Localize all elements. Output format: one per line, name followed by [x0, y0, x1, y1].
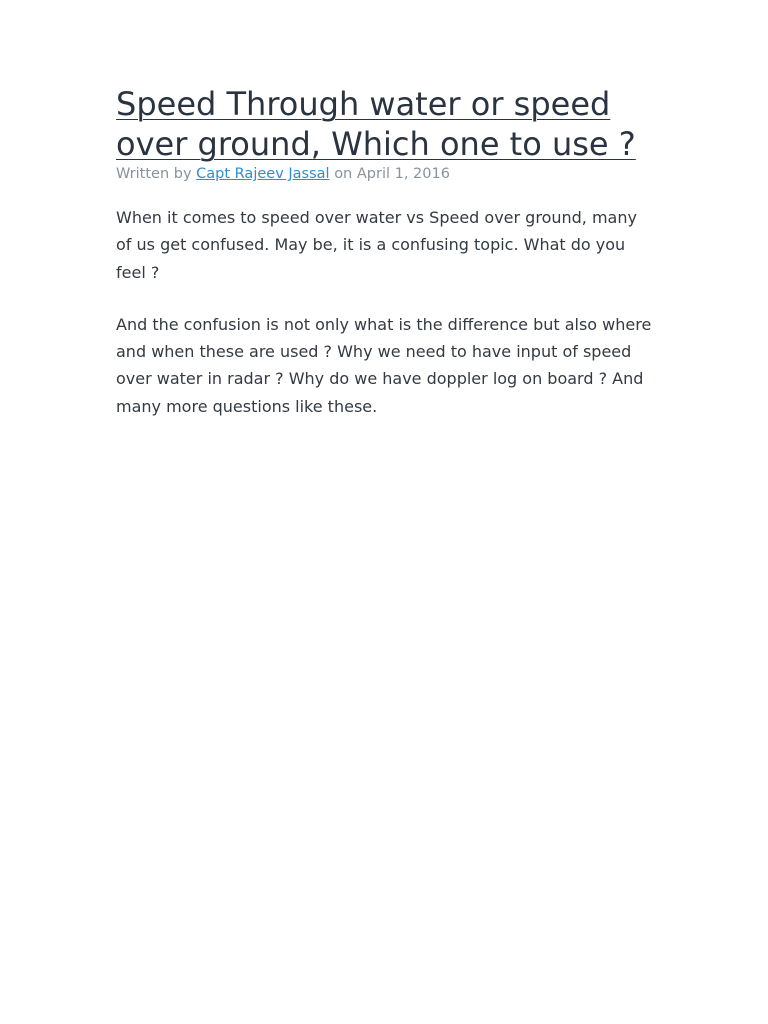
author-link[interactable]: Capt Rajeev Jassal — [196, 166, 330, 182]
byline-written-by: Written by — [116, 166, 192, 182]
byline-date: on April 1, 2016 — [334, 166, 450, 182]
article-byline — [116, 164, 676, 184]
article — [116, 84, 676, 420]
article-paragraph-2: And the confusion is not only what is the difference but also where and when these are used ? Why we need to have input of speed over water in radar ? Why do we have doppler log on board ? And many more questions like these. — [116, 314, 652, 416]
article-paragraph-1: When it comes to speed over water vs Speed over ground, many of us get confused. May be, it is a confusing topic. What do you feel ? — [116, 208, 637, 282]
article-title-link[interactable]: Speed Through water or speed over ground, Which one to use ? — [116, 85, 636, 163]
